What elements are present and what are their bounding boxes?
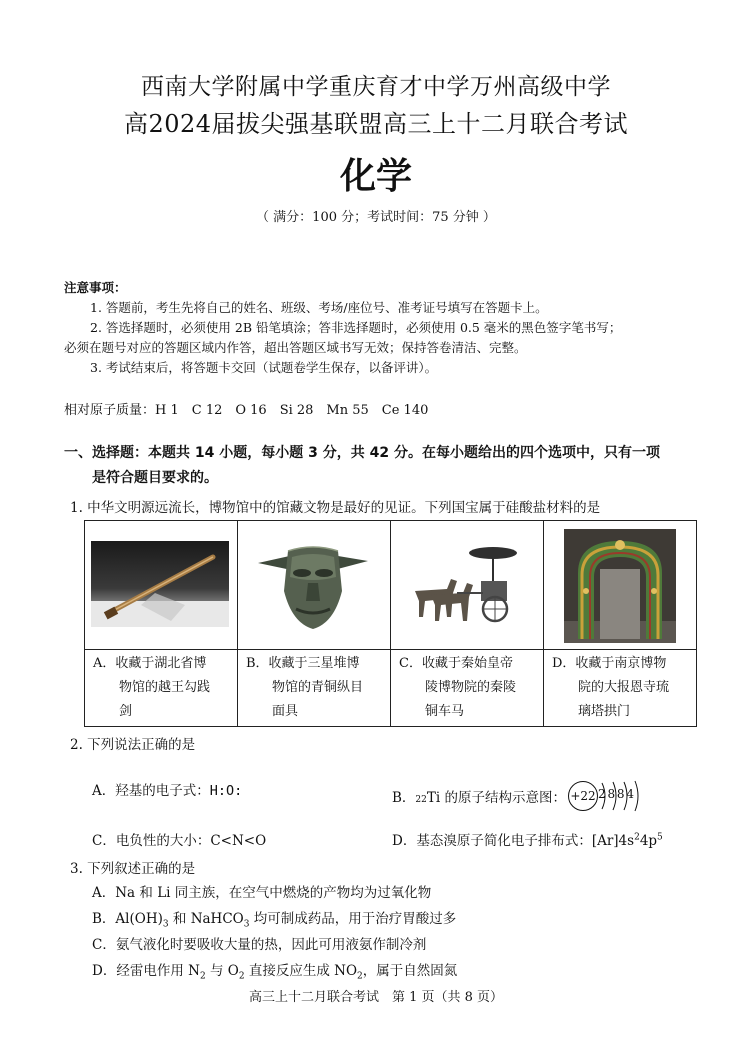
ti-atomic-number: 22 bbox=[415, 795, 427, 805]
option-c-caption bbox=[391, 650, 544, 727]
option-a-line-2: 物馆的越王勾践 bbox=[119, 680, 211, 695]
subject-title: 化学 bbox=[339, 156, 412, 197]
page-footer: 高三上十二月联合考试 第 1 页（共 8 页） bbox=[248, 990, 504, 1005]
option-d-image-cell bbox=[544, 521, 697, 650]
option-b-caption bbox=[238, 650, 391, 727]
option-c-line-2: 陵博物院的秦陵 bbox=[425, 680, 517, 695]
q3d-mid-1: 与 O bbox=[205, 963, 239, 979]
exam-title: 高2024届拔尖强基联盟高三上十二月联合考试 bbox=[123, 110, 629, 138]
q3d-sub-1: 2 bbox=[199, 971, 206, 982]
question-1-options-table bbox=[84, 520, 697, 727]
question-2-option-a bbox=[92, 779, 242, 799]
q3b-pre: B．Al(OH) bbox=[92, 911, 163, 927]
q3d-pre: D．经雷电作用 N bbox=[92, 963, 200, 979]
question-3-option-c: C．氨气液化时要吸收大量的热，因此可用液氨作制冷剂 bbox=[92, 937, 427, 953]
option-d-caption bbox=[544, 650, 697, 727]
q3b-post: 均可制成药品，用于治疗胃酸过多 bbox=[249, 911, 457, 927]
option-a-line-3: 剑 bbox=[119, 704, 133, 719]
bronze-chariot-photo bbox=[391, 521, 541, 645]
bronze-mask-photo bbox=[238, 521, 388, 645]
option-c-line-3: 铜车马 bbox=[425, 704, 465, 719]
q2b-text: Ti 的原子结构示意图： bbox=[426, 790, 566, 806]
option-b-line-2: 物馆的青铜纵目 bbox=[272, 680, 364, 695]
ti-nucleus: +22 bbox=[568, 781, 598, 811]
q3d-post: ，属于自然固氮 bbox=[362, 963, 458, 979]
option-b-line-1: B．收藏于三星堆博 bbox=[246, 656, 360, 671]
question-2-stem: 2. 下列说法正确的是 bbox=[70, 737, 196, 753]
q2d-sup-1: 2 bbox=[634, 832, 640, 843]
ti-shell-electrons: 2 8 8 4 bbox=[598, 787, 633, 801]
option-c-image-cell bbox=[391, 521, 544, 650]
q2a-label: A．羟基的电子式： bbox=[92, 783, 210, 799]
option-b-line-3: 面具 bbox=[272, 704, 299, 719]
option-c-line-1: C．收藏于秦始皇帝 bbox=[399, 656, 513, 671]
ti-structure-diagram bbox=[568, 779, 646, 813]
note-item-2-continued: 必须在题号对应的答题区域内作答，超出答题区域书写无效；保持答卷清洁、完整。 bbox=[64, 340, 527, 355]
option-a-caption bbox=[85, 650, 238, 727]
notes-block bbox=[64, 278, 704, 378]
note-item-1: 1. 答题前，考生先将自己的姓名、班级、考场/座位号、准考证号填写在答题卡上。 bbox=[90, 300, 548, 315]
q2d-mid: 4p bbox=[639, 833, 658, 849]
option-d-line-2: 院的大报恩寺琉 bbox=[578, 680, 670, 695]
section-1-heading bbox=[64, 441, 700, 491]
exam-info: （ 满分：100 分；考试时间：75 分钟 ） bbox=[256, 210, 496, 225]
q2b-label: B． bbox=[392, 790, 416, 806]
q3b-mid: 和 NaHCO bbox=[168, 911, 244, 927]
question-3-stem: 3. 下列叙述正确的是 bbox=[70, 861, 196, 877]
question-1-stem: 1. 中华文明源远流长，博物馆中的馆藏文物是最好的见证。下列国宝属于硅酸盐材料的是 bbox=[70, 500, 601, 516]
note-item-2: 2. 答选择题时，必须使用 2B 铅笔填涂；答非选择题时，必须使用 0.5 毫米的黑色签字笔书写； bbox=[90, 320, 622, 335]
note-item-3: 3. 考试结束后，将答题卡交回（试题卷学生保存，以备评讲）。 bbox=[90, 360, 438, 375]
glazed-arch-photo bbox=[544, 521, 694, 645]
option-a-image-cell bbox=[85, 521, 238, 650]
q3d-mid-2: 直接反应生成 NO bbox=[244, 963, 358, 979]
sword-photo bbox=[85, 521, 235, 645]
q3b-sub-1: 3 bbox=[162, 919, 169, 930]
q3d-sub-3: 2 bbox=[357, 971, 363, 982]
option-d-line-1: D．收藏于南京博物 bbox=[552, 656, 667, 671]
hydroxyl-electron-formula: H:O: bbox=[209, 783, 243, 799]
section-1-line-2: 是符合题目要求的。 bbox=[92, 470, 218, 486]
atomic-mass-line: 相对原子质量：H 1 C 12 O 16 Si 28 Mn 55 Ce 140 bbox=[64, 403, 429, 418]
question-2-option-b bbox=[392, 779, 646, 813]
question-2-option-d bbox=[392, 829, 663, 849]
question-2-option-c: C．电负性的大小：C<N<O bbox=[92, 833, 267, 849]
notes-title: 注意事项： bbox=[64, 280, 127, 295]
question-3-option-d bbox=[92, 959, 457, 982]
q3b-sub-2: 3 bbox=[243, 919, 250, 930]
question-3-option-b bbox=[92, 907, 456, 930]
option-b-image-cell bbox=[238, 521, 391, 650]
option-d-line-3: 璃塔拱门 bbox=[578, 704, 631, 719]
school-names: 西南大学附属中学重庆育才中学万州高级中学 bbox=[141, 74, 611, 100]
q2d-sup-2: 5 bbox=[657, 832, 663, 843]
q3d-sub-2: 2 bbox=[238, 971, 245, 982]
option-a-line-1: A．收藏于湖北省博 bbox=[93, 656, 207, 671]
question-3-option-a: A．Na 和 Li 同主族，在空气中燃烧的产物均为过氧化物 bbox=[92, 885, 432, 901]
q2d-label: D．基态溴原子简化电子排布式：[Ar]4s bbox=[392, 833, 635, 849]
section-1-line-1: 一、选择题：本题共 14 小题，每小题 3 分，共 42 分。在每小题给出的四个选项中，只有一项 bbox=[64, 445, 660, 461]
